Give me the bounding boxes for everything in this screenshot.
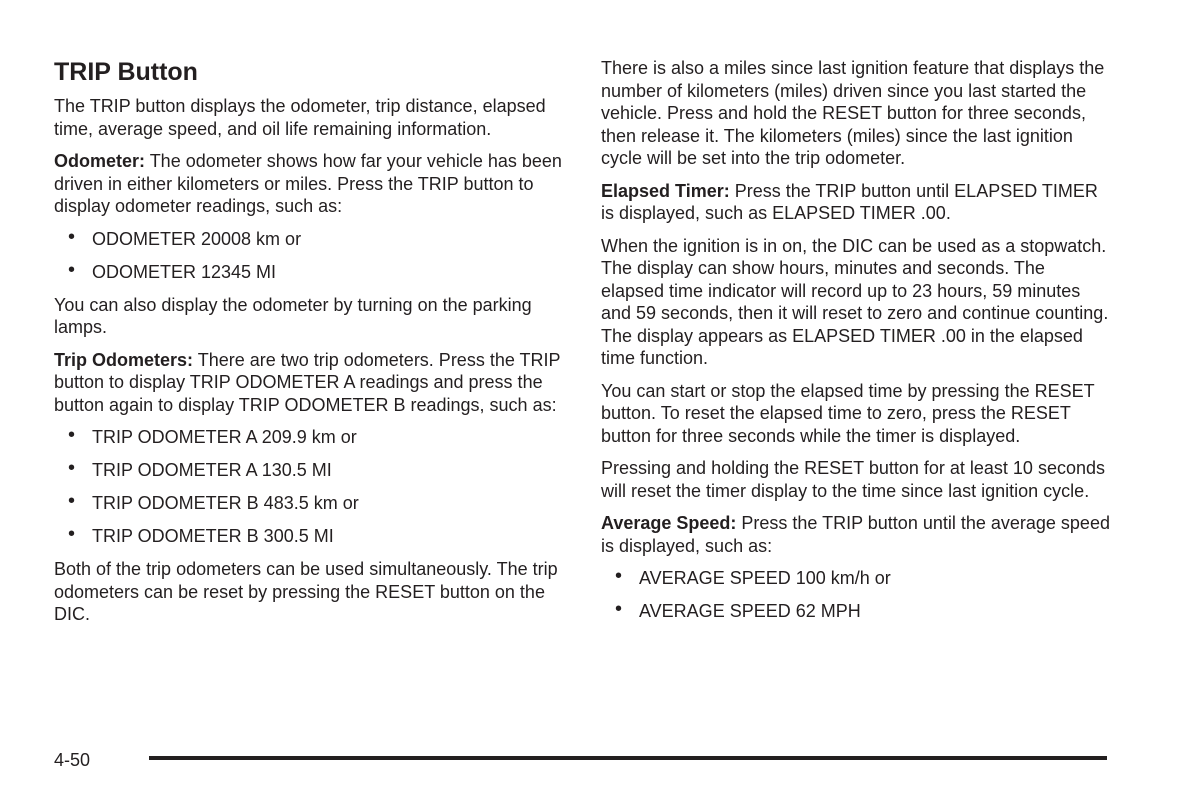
list-item: • TRIP ODOMETER A 130.5 MI bbox=[54, 459, 564, 482]
list-item: • AVERAGE SPEED 100 km/h or bbox=[601, 567, 1111, 590]
hold-paragraph: Pressing and holding the RESET button for at least 10 seconds will reset the timer display to the time since last ignition cycle. bbox=[601, 458, 1105, 501]
list-item: • AVERAGE SPEED 62 MPH bbox=[601, 600, 1111, 623]
trip-label: Trip Odometers: bbox=[54, 349, 194, 370]
page-title: TRIP Button bbox=[54, 58, 198, 86]
avg-paragraph bbox=[601, 512, 1111, 557]
odometer-label: Odometer: bbox=[54, 151, 146, 171]
avg-label: Average Speed: bbox=[601, 513, 737, 533]
trip-list bbox=[54, 426, 564, 548]
elapsed-text: Press the TRIP button until ELAPSED TIMER is displayed, such as ELAPSED TIMER .00. bbox=[601, 180, 1098, 223]
trip-paragraph bbox=[54, 349, 564, 417]
odometer-list bbox=[54, 228, 564, 284]
elapsed-paragraph bbox=[601, 180, 1111, 225]
trip-text: There are two trip odometers. Press the TRIP button to display TRIP ODOMETER A readings and press the button again to display TRIP ODOMETER B readings, such as: bbox=[54, 349, 561, 415]
intro-paragraph: The TRIP button displays the odometer, trip distance, elapsed time, average speed, and oil life remaining information. bbox=[54, 96, 546, 139]
avg-text: Press the TRIP button until the average speed is displayed, such as: bbox=[601, 513, 1110, 556]
left-column bbox=[54, 57, 564, 636]
parking-paragraph: You can also display the odometer by turning on the parking lamps. bbox=[54, 294, 532, 337]
list-item: • ODOMETER 20008 km or bbox=[54, 228, 564, 251]
right-column bbox=[601, 57, 1111, 633]
list-item: • ODOMETER 12345 MI bbox=[54, 261, 564, 284]
startstop-paragraph: You can start or stop the elapsed time by pressing the RESET button. To reset the elapsed time to zero, press the RESET button for three seconds while the timer is displayed. bbox=[601, 380, 1095, 446]
list-item: • TRIP ODOMETER A 209.9 km or bbox=[54, 426, 564, 449]
page-number: 4-50 bbox=[54, 750, 91, 770]
stopwatch-paragraph: When the ignition is in on, the DIC can be used as a stopwatch. The display can show hours, minutes and seconds. The elapsed time indicator will record up to 23 hours, 59 minutes and 59 seconds, then it will reset to zero and continue counting. The display appears as ELAPSED TIMER .00 in the elapsed time function. bbox=[601, 235, 1109, 368]
odometer-paragraph bbox=[54, 150, 564, 218]
list-item: • TRIP ODOMETER B 300.5 MI bbox=[54, 525, 564, 548]
odometer-text: The odometer shows how far your vehicle has been driven in either kilometers or miles. Press the TRIP button to display odometer readings, such as: bbox=[54, 151, 562, 216]
avg-list bbox=[601, 567, 1111, 623]
both-paragraph: Both of the trip odometers can be used simultaneously. The trip odometers can be reset by pressing the RESET button on the DIC. bbox=[54, 559, 558, 624]
elapsed-label: Elapsed Timer: bbox=[601, 180, 730, 201]
miles-paragraph: There is also a miles since last ignition feature that displays the number of kilometers (miles) driven since you last started the vehicle. Press and hold the RESET button for three seconds, then release it. The kilometers (miles) since the last ignition cycle will be set into the trip odometer. bbox=[601, 58, 1105, 168]
footer-rule bbox=[149, 756, 1107, 760]
list-item: • TRIP ODOMETER B 483.5 km or bbox=[54, 492, 564, 515]
